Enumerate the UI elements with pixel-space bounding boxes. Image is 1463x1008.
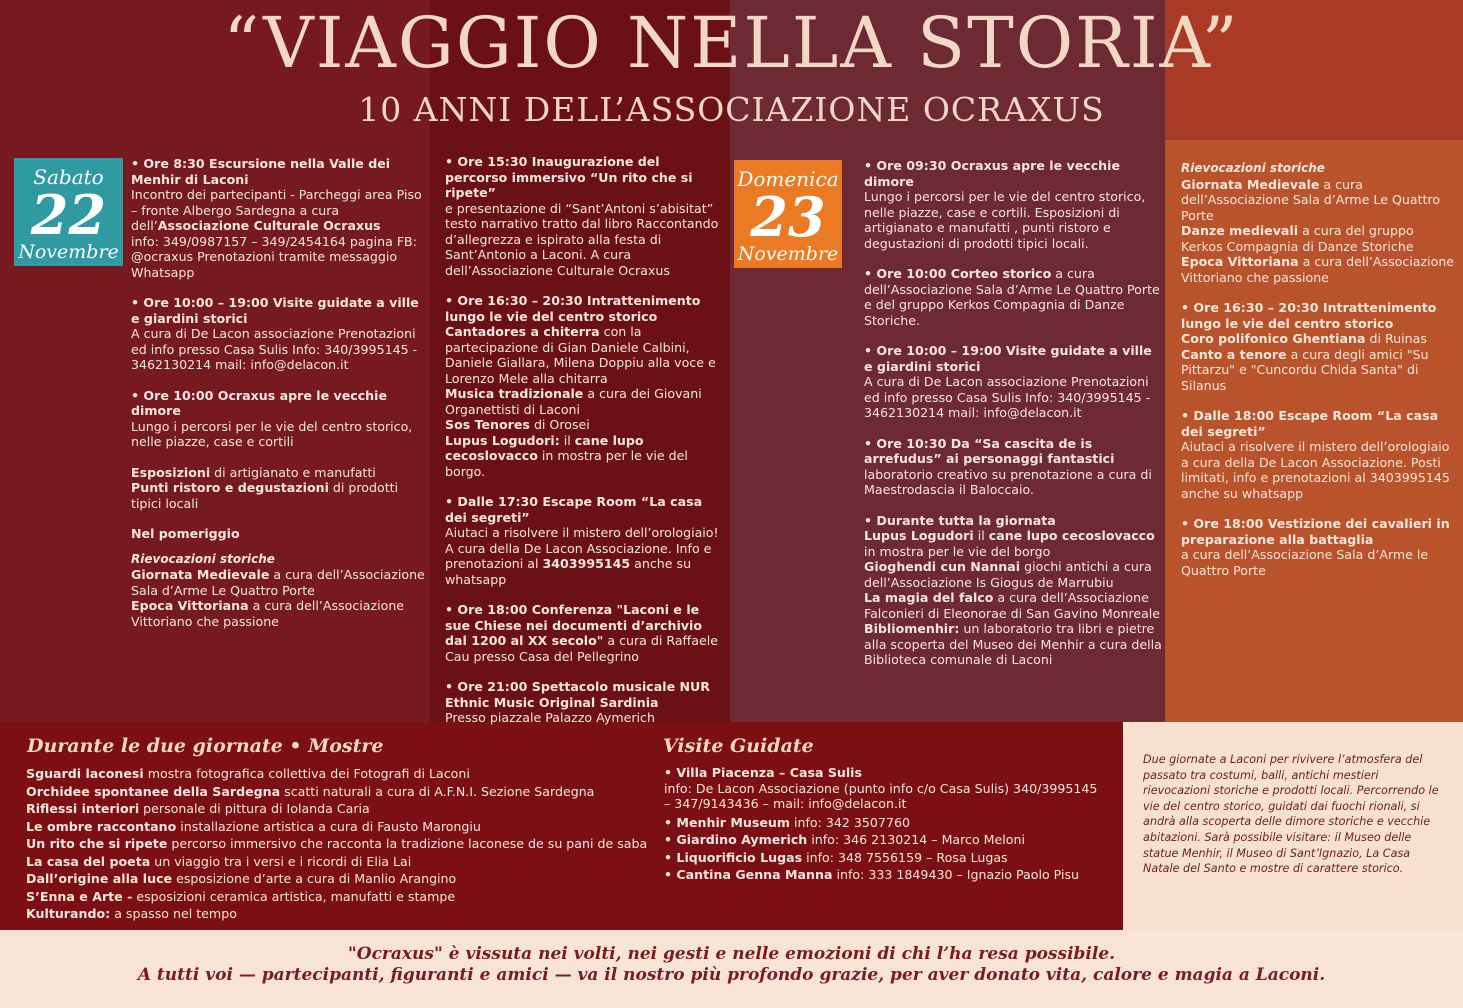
list-item [26,870,666,888]
event-item [445,293,725,479]
list-item [664,866,1104,884]
event-desc: A cura di De Lacon associazione Prenotazioni ed info presso Casa Sulis Info: 340/3995145 - 3462130214 mail: info@delacon.it [864,374,1151,420]
list-item [26,905,666,923]
event-item [445,602,725,664]
item-title: Sguardi laconesi [26,766,144,781]
item-title: Dall’origine alla luce [26,871,173,886]
saturday-afternoon-column [445,154,725,741]
event-title: • Ore 10:00 – 19:00 Visite guidate a ville e giardini storici [864,343,1152,374]
event-item [131,295,426,373]
reenactment-label: Rievocazioni storiche [1181,161,1325,175]
list-item [664,849,1104,867]
event-item [864,266,1162,328]
day-number: 22 [30,183,107,247]
item-desc: info: 348 7556159 – Rosa Lugas [802,849,1008,865]
event-title: Giornata Medievale [1181,176,1320,192]
event-desc: anche su whatsapp [445,556,692,587]
event-desc: Incontro dei partecipanti - Parcheggi area Piso – fronte Albergo Sardegna a cura dell’ [131,187,422,233]
event-title: • Ore 09:30 Ocraxus apre le vecchie dimore [864,158,1120,189]
afternoon-label: Nel pomeriggio [131,526,240,541]
event-title: Gioghendi cun Nannai [864,559,1021,574]
event-desc: di Ruinas [1365,331,1427,346]
event-title: Cantadores a chiterra [445,324,600,339]
item-title: • Giardino Aymerich [664,832,808,847]
event-item [131,156,426,280]
event-title: Musica tradizionale [445,386,584,401]
event-desc: a cura degli amici "Su Pittarzu" e "Cuncordu Chida Santa" di Silanus [1181,346,1429,393]
event-desc: Aiutaci a risolvere il mistero dell’orologiaio a cura della De Lacon Associazione. Posti limitati, info e prenotazioni al 3403995145 anche su whatsapp [1181,439,1450,501]
item-title: • Cantina Genna Manna [664,867,833,882]
list-item [664,814,1104,832]
event-title: Esposizioni [131,464,211,480]
event-title: • Ore 10:00 Ocraxus apre le vecchie dimore [131,387,387,418]
event-desc: con la partecipazione di Gian Daniele Calbini, Daniele Giallara, Milena Doppiu alla voce e Lorenzo Mele alla chitarra [445,324,716,386]
event-title: Epoca Vittoriana [131,598,249,613]
event-desc: laboratorio creativo su prenotazione a cura di Maestrodascia il Baloccaio. [864,466,1152,497]
list-item [664,765,1104,812]
event-item [864,513,1162,668]
item-desc: info: 342 3507760 [789,814,910,830]
event-title: • Ore 21:00 Spettacolo musicale NUR Ethnic Music Original Sardinia [445,679,710,710]
list-item [26,835,666,853]
event-title: Danze medievali [1181,223,1299,238]
item-desc: info: De Lacon Associazione (punto info c/o Casa Sulis) 340/3995145 – 347/9143436 – mail: info@delacon.it [664,780,1098,811]
event-title: Sos Tenores [445,417,530,432]
event-item [1181,516,1459,578]
event-title: Coro polifonico Ghentiana [1181,331,1366,346]
day-month: Novembre [737,243,839,265]
event-title: cane lupo cecoslovacco [988,528,1155,543]
event-title: • Ore 10:00 – 19:00 Visite guidate a ville e giardini storici [131,295,419,326]
item-desc: personale di pittura di Iolanda Caria [139,801,370,816]
event-desc: a cura dei Giovani Organettisti di Laconi [445,386,702,417]
event-desc: Presso piazzale Palazzo Aymerich [445,710,655,725]
item-title: • Villa Piacenza – Casa Sulis [664,765,862,780]
item-desc: info: 346 2130214 – Marco Meloni [807,832,1025,847]
event-title: • Ore 10:00 Corteo storico [864,266,1052,281]
list-item [26,818,666,836]
list-item [26,853,666,871]
event-desc: un laboratorio tra libri e pietre alla scoperta del Museo dei Menhir a cura della Biblioteca comunale di Laconi [864,621,1162,667]
item-title: Le ombre raccontano [26,818,177,834]
list-item [26,783,666,801]
event-desc: a cura dell’Associazione Vittoriano che passione [131,598,405,629]
event-title: • Ore 15:30 Inaugurazione del percorso immersivo “Un rito che si ripete” [445,154,693,200]
event-title: • Ore 18:00 Conferenza "Laconi e le sue Chiese nei documenti d’archivio dal 1200 al XX secolo" [445,602,702,648]
event-item [445,494,725,587]
event-title: Punti ristoro e degustazioni [131,480,329,495]
event-item [131,465,426,512]
poster-title: “VIAGGIO NELLA STORIA” [223,2,1240,84]
list-item [664,831,1104,849]
event-title: • Ore 18:00 Vestizione dei cavalieri in preparazione alla battaglia [1181,516,1450,547]
guided-tours-heading: Visite Guidate [663,735,814,757]
reenactment-label: Rievocazioni storiche [131,551,275,566]
exhibitions-heading: Durante le due giornate • Mostre [27,735,384,757]
event-desc: di prodotti tipici locali [131,480,399,511]
item-desc: mostra fotografica collettiva dei Fotografi di Laconi [143,766,470,781]
event-title: cane lupo cecoslovacco [445,432,644,463]
item-desc: percorso immersivo che racconta la tradizione laconese de su pani de saba [167,836,648,851]
day-name: Sabato [33,165,104,189]
event-title: • Dalle 18:00 Escape Room “La casa dei segreti” [1181,408,1439,439]
item-desc: scatti naturali a cura di A.F.N.I. Sezione Sardegna [280,783,595,799]
footer-line: "Ocraxus" è vissuta nei volti, nei gesti e nelle emozioni di chi l’ha resa possibile. [347,944,1116,964]
event-desc: a cura dell’Associazione Sala d’Arme Le Quattro Porte [131,567,425,598]
event-title: Epoca Vittoriana [1181,254,1299,269]
item-desc: installazione artistica a cura di Fausto Marongiu [176,818,481,834]
event-description: Due giornate a Laconi per rivivere l’atmosfera del passato tra costumi, balli, antichi mestieri rievocazioni storiche e prodotti locali. Percorrendo le vie del centro storico, guidati dai fuochi rionali, si andrà alla scoperta delle dimore storiche e vecchie abitazioni. Sarà possibile visitare: il Museo delle statue Menhir, il Museo di Sant’Ignazio, La Casa Natale del Santo e mostre di carattere storico. [1143,753,1439,876]
event-item [1181,300,1459,393]
event-org: Associazione Culturale Ocraxus [157,218,381,233]
event-title: Canto a tenore [1181,346,1287,362]
item-title: • Liquorificio Lugas [664,849,803,865]
item-title: Orchidee spontanee della Sardegna [26,783,281,799]
event-desc: di Orosei [529,417,590,432]
event-desc: a cura dell’Associazione Sala d’Arme Le Quattro Porte e del gruppo Kerkos Compagnia di Danze Storiche. [864,266,1160,328]
event-item [131,388,426,450]
event-desc: a cura di Raffaele Cau presso Casa del Pellegrino [445,633,718,664]
event-title: Bibliomenhir: [864,621,960,636]
event-title: La magia del falco [864,590,994,605]
event-title: • Dalle 17:30 Escape Room “La casa dei segreti” [445,494,703,525]
event-item [1181,160,1459,285]
event-desc: e presentazione di “Sant’Antoni s’abisitat” testo narrativo tratto dal libro Raccontando d’allegrezza e ispirato alla festa di Sant’Antonio a Laconi. A cura dell’Associazione Culturale Ocraxus [445,200,719,278]
event-desc: a cura dell’Associazione Sala d’Arme Le Quattro Porte [1181,176,1441,223]
event-title: • Ore 16:30 – 20:30 Intrattenimento lungo le vie del centro storico [1181,300,1437,331]
sunday-date-box [734,160,842,268]
list-item [26,888,666,906]
item-title: Kulturando: [26,906,111,921]
saturday-morning-column [131,156,426,644]
item-desc: info: 333 1849430 – Ignazio Paolo Pisu [832,867,1080,882]
sunday-morning-column [864,158,1162,683]
event-desc: Lungo i percorsi per le vie del centro storico, nelle piazze, case e cortili [131,418,413,449]
event-item [864,158,1162,251]
event-desc: di artigianato e manufatti [210,464,376,480]
event-item [445,154,725,278]
item-desc: a spasso nel tempo [110,906,237,921]
event-desc: il [973,528,989,543]
event-desc: Aiutaci a risolvere il mistero dell’orologiaio! A cura della De Lacon Associazione. Info e prenotazioni al [445,525,719,571]
event-desc: in mostra per le vie del borgo. [445,448,688,479]
event-title: Lupus Logudori: [445,432,560,448]
item-title: • Menhir Museum [664,814,790,830]
event-title: Lupus Logudori [864,528,974,543]
day-name: Domenica [737,167,839,191]
item-desc: un viaggio tra i versi e i ricordi di Elia Lai [150,853,412,869]
event-title: Giornata Medievale [131,567,270,582]
item-desc: esposizione d’arte a cura di Manlio Arangino [172,871,457,886]
day-number: 23 [750,185,826,249]
event-title: • Durante tutta la giornata [864,512,1056,528]
footer-line: A tutti voi — partecipanti, figuranti e amici — va il nostro più profondo grazie, per aver donato vita, calore e magia a Laconi. [137,965,1326,985]
event-desc: a cura dell’Associazione Falconieri di Eleonorae di San Gavino Monreale [864,590,1161,621]
event-item [1181,408,1459,501]
footer-thanks [0,944,1463,986]
event-item [864,343,1162,421]
saturday-date-box [14,158,123,266]
event-item [445,679,725,726]
event-desc: il [559,432,575,448]
event-desc: a cura dell’Associazione Sala d’Arme le Quattro Porte [1181,547,1429,578]
guided-tours-list [664,765,1104,884]
item-title: La casa del poeta [26,853,151,869]
item-desc: esposizioni ceramica artistica, manufatti e stampe [132,888,456,904]
event-desc: a cura dell’Associazione Vittoriano che passione [1181,254,1455,285]
day-month: Novembre [18,241,119,263]
item-title: Riflessi interiori [26,801,140,816]
event-title: • Ore 16:30 – 20:30 Intrattenimento lungo le vie del centro storico [445,293,701,324]
event-desc: Lungo i percorsi per le vie del centro storico, nelle piazze, case e cortili. Esposizioni di artigianato e manufatti , punti ristoro e degustazioni di prodotti tipici locali. [864,189,1146,251]
list-item [26,765,666,783]
item-title: Un rito che si ripete [26,836,168,851]
event-item [864,436,1162,498]
event-desc: giochi antichi a cura dell’Associazione Is Giogus de Marrubiu [864,559,1152,590]
event-title: • Ore 10:30 Da “Sa cascita de is arrefudus” ai personaggi fantastici [864,435,1115,466]
event-title: • Ore 8:30 Escursione nella Valle dei Menhir di Laconi [131,156,391,187]
sunday-afternoon-column [1181,160,1459,593]
list-item [26,800,666,818]
event-desc: a cura del gruppo Kerkos Compagnia di Danze Storiche [1181,223,1414,254]
poster-subtitle: 10 ANNI DELL’ASSOCIAZIONE OCRAXUS [358,90,1105,129]
event-desc: in mostra per le vie del borgo [864,543,1051,559]
event-desc: A cura di De Lacon associazione Prenotazioni ed info presso Casa Sulis Info: 340/3995145 - 3462130214 mail: info@delacon.it [131,326,418,372]
event-item [131,551,426,630]
item-title: S’Enna e Arte - [26,888,133,904]
exhibitions-list [26,765,666,923]
event-info: info: 349/0987157 – 349/2454164 pagina FB: @ocraxus Prenotazioni tramite messaggio Whatsapp [131,233,417,280]
phone-number: 3403995145 [542,556,631,571]
